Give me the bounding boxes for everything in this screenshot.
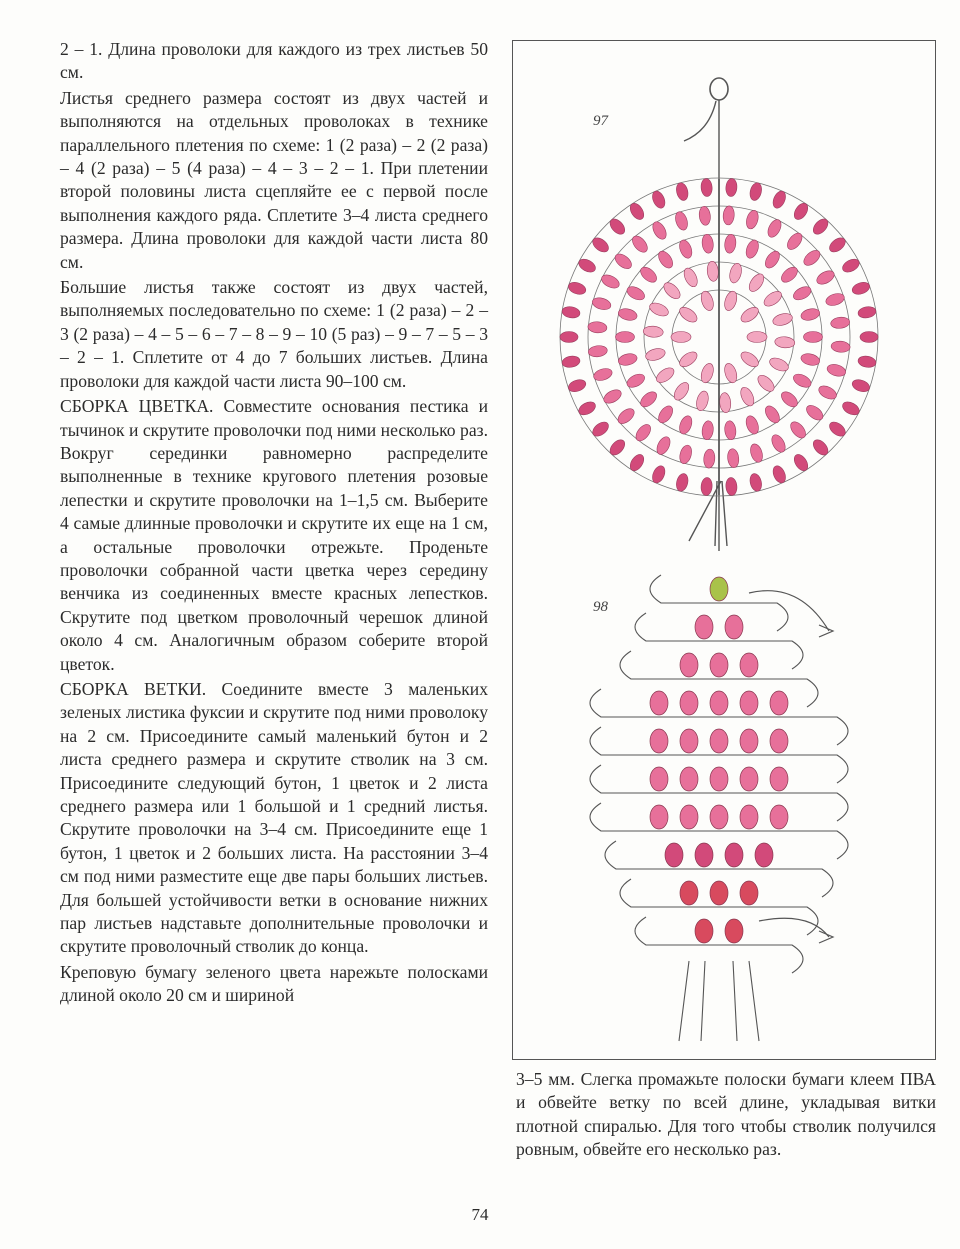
bead (830, 316, 850, 329)
bead (738, 304, 761, 325)
bead (680, 653, 698, 677)
bead (748, 472, 763, 492)
bead (607, 437, 627, 458)
bead (740, 767, 758, 791)
bead (695, 843, 713, 867)
bead (724, 420, 737, 440)
bead (747, 332, 767, 343)
bead (762, 403, 782, 425)
bead (625, 371, 647, 390)
bead (762, 249, 782, 271)
bead (654, 365, 677, 386)
bead (815, 268, 837, 287)
bead (827, 235, 848, 255)
bead (791, 371, 813, 390)
bead (706, 261, 719, 282)
bead (650, 767, 668, 791)
text-branch-assembly: Соедините вместе 3 маленьких зеленых листика фуксии и скрутите под ними проволоку на 2 см. Присоедините самый маленький бутон и 2 листа среднего размера и скрутите стволик на 3 см. Присоедините следующий бутон, 1 цветок и 2 листа среднего размера или 1 большой и 1 средний листья. Скрутите проволочки на 3–4 см. Присоедините еще 1 бутон, 1 цветок и 2 больших листа. На расстоянии 3–4 см под ними разместите еще две пары больших листьев. Для большей устойчивости ветки в основание нижних пар листьев надставьте дополнительные проволочки и скрутите проволочный стволик до конца. (60, 678, 488, 957)
bead (857, 355, 877, 369)
bead (590, 419, 611, 439)
bead (770, 691, 788, 715)
bead (784, 230, 804, 252)
bead (710, 577, 728, 601)
bead (701, 234, 714, 254)
bead (577, 256, 598, 274)
bead (840, 256, 861, 274)
bead (617, 307, 638, 322)
wire-tails (679, 961, 759, 1041)
bead (675, 182, 690, 202)
text-flower-assembly: Совместите основания пестика и тычинок и скрутите проволочки под ними несколько раз. Вокруг серединки равномерно распределите выполненные в технике кругового плетения розовые лепестки и скрутите проволочки на 1–1,5 см. Выберите 4 самые длинные проволочки и скрутите их еще на 1 см, а остальные проволочки отрежьте. Проденьте проволочки собранной части цветка через середину венчика из соединенных вместе красных лепестков. Скрутите под цветком проволочный черешок длиной около 4 см. Аналогичным образом соберите второй цветок. (60, 396, 489, 674)
bead (770, 729, 788, 753)
bead (755, 843, 773, 867)
bead (725, 178, 737, 197)
bead (801, 248, 823, 269)
bead (791, 452, 810, 473)
bead (740, 653, 758, 677)
bead (665, 843, 683, 867)
bead (677, 349, 700, 370)
bead (831, 340, 851, 352)
bead (650, 729, 668, 753)
bead (643, 325, 664, 338)
bead (788, 419, 809, 441)
bead (740, 805, 758, 829)
bead (654, 435, 672, 457)
bead (638, 389, 660, 410)
bead (770, 805, 788, 829)
bead (761, 289, 784, 310)
bead (650, 691, 668, 715)
bead (607, 216, 627, 237)
figure-98-label: 98 (593, 599, 608, 615)
bead (710, 805, 728, 829)
bead (768, 355, 791, 373)
bead (703, 449, 715, 469)
bead (725, 477, 737, 496)
bead (602, 387, 624, 406)
main-text-column (60, 38, 488, 1008)
bead (630, 233, 651, 255)
bead (700, 178, 712, 197)
bead (625, 284, 647, 303)
bead (804, 332, 823, 343)
bead (800, 307, 821, 322)
wire-loop-row (635, 917, 803, 973)
bead (587, 321, 607, 333)
bead (738, 349, 761, 370)
bead (599, 272, 621, 290)
bead (791, 201, 810, 222)
bead (627, 201, 646, 222)
bead (800, 352, 821, 367)
bead (817, 383, 839, 401)
bead (675, 472, 690, 492)
paragraph-crepe-paper: Креповую бумагу зеленого цвета нарежьте полосками длиной около 20 см и шириной (60, 961, 488, 1006)
bead (633, 422, 653, 444)
bead (680, 881, 698, 905)
heading-flower-assembly: СБОРКА ЦВЕТКА. (60, 396, 214, 417)
right-caption-text: 3–5 мм. Слегка промажьте полоски бумаги клеем ПВА и обвейте ветку по всей длине, укладывая витки плотной спиралью. Для того чтобы стволик получился ровным, обвейте его несколько раз. (516, 1069, 936, 1160)
bead (810, 437, 830, 458)
bead (638, 264, 660, 285)
bead (650, 220, 669, 242)
paragraph-large-leaves: Большие листья также состоят из двух частей, выполняемых последовательно по схеме: 1 (2 раза) – 2 – 3 (2 раза) – 4 – 5 – 6 – 7 – 8 – 9 – 10 (5 раз) – 9 – 7 – 5 – 3 – 2 – 1. Сплетите от 4 до 7 больших листьев. Длина проволоки для каждой части листа 90–100 см. (60, 277, 488, 391)
bead (680, 805, 698, 829)
bead (671, 380, 691, 403)
page-number: 74 (471, 1205, 489, 1224)
bead (677, 304, 700, 325)
bead (740, 691, 758, 715)
bead (680, 729, 698, 753)
bead (627, 452, 646, 473)
bead (698, 206, 711, 226)
bead (695, 615, 713, 639)
bead (779, 389, 801, 410)
bead (840, 399, 861, 417)
bead (617, 352, 638, 367)
figure-97-label: 97 (593, 113, 608, 129)
bead-diagrams (513, 41, 937, 1061)
bead (746, 271, 766, 294)
bead (710, 653, 728, 677)
bead (774, 336, 795, 349)
bead (725, 919, 743, 943)
bead (779, 264, 801, 285)
bead (740, 881, 758, 905)
bead (765, 217, 783, 239)
bead (612, 251, 634, 271)
bead (710, 767, 728, 791)
bead (680, 767, 698, 791)
wire-arrow-top (749, 591, 829, 631)
bead (791, 284, 813, 303)
paragraph-small-leaves: 2 – 1. Длина проволоки для каждого из трех листьев 50 см. (60, 39, 488, 83)
bead (769, 433, 788, 455)
heading-branch-assembly: СБОРКА ВЕТКИ. (60, 678, 207, 699)
bead (590, 235, 611, 255)
bead (680, 691, 698, 715)
bead (650, 805, 668, 829)
bead (724, 234, 737, 254)
paragraph-branch-assembly (60, 678, 488, 959)
bead (727, 448, 740, 468)
bead (695, 919, 713, 943)
figure-98-parallel-weave (590, 575, 848, 1041)
bead (671, 332, 691, 343)
bead (740, 729, 758, 753)
bead (810, 216, 830, 237)
figure-97-round-leaf (560, 78, 878, 551)
bead (748, 182, 763, 202)
bead (725, 843, 743, 867)
bead (710, 881, 728, 905)
bead (701, 420, 714, 440)
bead (577, 399, 598, 417)
bead (656, 249, 676, 271)
bead (710, 691, 728, 715)
bead (588, 345, 608, 358)
paragraph-medium-leaves: Листья среднего размера состоят из двух частей и выполняются на отдельных проволоках в технике параллельного плетения по схеме: 1 (2 раза) – 2 (2 раза) – 4 (2 раза) – 5 (4 раза) – 4 – 3 – 2 – 1. При плетении второй половины листа сцепляйте ее с первой после выполнения каждого ряда. Сплетите 3–4 листа среднего размера. Длина проволоки для каждой части листа 80 см. (60, 87, 488, 272)
bead (648, 300, 671, 318)
bead (725, 615, 743, 639)
bead (561, 355, 581, 369)
bead (561, 305, 581, 319)
bead (755, 372, 777, 394)
bead (616, 332, 635, 343)
bead (738, 385, 757, 408)
bead (560, 332, 578, 343)
bead (661, 280, 683, 302)
bead (770, 767, 788, 791)
bead (700, 477, 712, 496)
bead (722, 205, 734, 225)
bead (656, 403, 676, 425)
wire-loop (710, 78, 728, 100)
bead (804, 402, 826, 422)
bead (681, 266, 700, 289)
bead (719, 392, 732, 413)
bead (857, 305, 877, 319)
bead (860, 332, 878, 343)
bead (827, 419, 848, 439)
bead (710, 729, 728, 753)
figure-frame (512, 40, 936, 1060)
paragraph-flower-assembly (60, 395, 488, 676)
bead (615, 406, 637, 427)
